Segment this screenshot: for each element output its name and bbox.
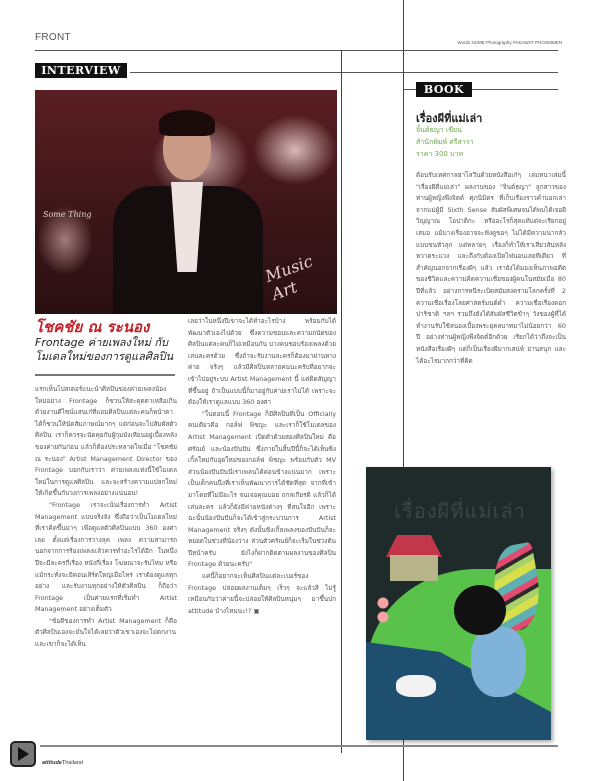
interview-headline: [35, 318, 175, 364]
interview-column-2: [188, 316, 336, 617]
footer-brand: [42, 760, 83, 766]
brand-bold: attitude: [42, 760, 62, 766]
paragraph: "Frontage เราจะเน้นเรื่องการทำ Artist Management แบบจริงจัง ซึ่งถือว่าเป็นโมเดลใหม่ที่เราคิดขึ้นมาๆ เพื่อดูแลตัวศิลปินแบบ 360 องศาเลย ตั้งแต่เรื่องการวางลุค เพลง ความสามารถ นอกจากการร้องเพลงแล้วควรทำอะไรได้อีก ในหนึ่งปีจะมีละครกี่เรื่อง หนังกี่เรื่อง โฆษณาจะรับไหม หรือแม้กระทั่งจะมีคอนเสิร์ตใหญ่เมื่อไหร่ เราต้องดูแลทุกอย่าง และรับงานทุกอย่างให้ตัวศิลปิน ก็ถือว่า Frontage เป็นค่ายแรกที่เริ่มทำ Artist Management อย่างเต็มตัว: [35, 500, 177, 614]
footer-rule: [40, 745, 558, 747]
interviewee-name: โชคชัย ณ ระนอง: [35, 318, 150, 336]
cover-house: [390, 555, 438, 581]
book-label: BOOK: [416, 82, 472, 97]
paragraph: แรกเห็นโปสเตอร์แนะนำศิลปินของค่ายเพลงน้องใหม่อย่าง Frontage ก็ชวนให้สะดุดตาเหลือเกิน ด้วยงานดีไซน์แสนเก๋ที่แถมศิลปินแต่ละคนก็หน้าตาได้ก็ชวนให้นัดสัมภาษณ์มากๆ แต่ก่อนจะไปสัมผัสตัวศิลปิน เราก็ควรจะนัดคุยกับผู้กุมบังเหียนอยู่เบื้องหลังของค่ายกันก่อน แล้วก็ต้องประหลาดใจเมื่อ "โชคชัย ณ ระนอง" Artist Management Director ของ Frontage บอกกับเราว่า ค่ายเพลงแห่งนี้ใช้โมเดลใหม่ในการดูแลศิลปิน และจะสร้างความแปลกใหม่ให้เกิดขึ้นกับวงการเพลงอย่างแน่นอน!: [35, 385, 177, 498]
graffiti-left: Some Thing: [43, 210, 92, 219]
paragraph: "ข้อดีของการทำ Artist Management ก็คือตัวศิลปินเองจะมั่นใจได้เลยว่าตัวเขาเองจะไม่ตกงาน และเขาก็จะได้เห็น: [35, 616, 177, 649]
paragraph: เลยว่าในหนึ่งปีเขาจะได้ทำอะไรบ้าง พร้อมกับได้พัฒนาตัวเองไปด้วย ซึ่งความชอบและความถนัดของศิลปินแต่ละคนก็ไม่เหมือนกัน บางคนชอบร้องเพลงด้วย เล่นละครด้วย ซึ่งถ้าจะรับงานละครก็ต้องมาผ่านทางค่าย จริงๆ แล้วมีศิลปินหลายคนนะครับที่อยากจะเข้าไปอยู่ระบบ Artist Management นี้ แต่ติดสัญญาที่ขึ้นอยู่ ถ้าเป็นแบบนี้ก็มาอยู่กับค่ายเราไม่ได้ เพราะจะต้องให้เราดูแลแบบ 360 องศา: [188, 317, 336, 407]
brand-light: Thailand: [61, 760, 83, 766]
header-rule: [35, 50, 558, 51]
paragraph: "ในตอนนี้ Frontage ก็มีศิลปินที่เป็น Officially คนเดียวคือ กอล์ฟ พิชญะ และเราก็ใช้โมเดลของ Artist Management เปิดตัวด้วยสองศิลปินใหม่ คือศรัณย์ และน้องปันปัน ซึ่งภายในสิ้นปีนี้ก็จะได้เห็นซิงเกิ้ลใหม่กับอุดใหม่ของกอล์ฟ พิชญะ พร้อมกับตัว MV ส่วนน้องปันปันนี่เราเพลนได้ค่อนข้างแน่นมาก เพราะเป็นเด็กคนนึงที่เราเห็นพัฒนาการได้ชัดที่สุด จากที่เข้ามาโดยที่ไม่มีอะไร จนเจอคุณบอย ถกลเกียรติ แล้วก็ได้เล่นละคร แล้วก็ยังมีค่ายหนังต่างๆ ที่สนใจอีก เพราะฉะนั้นน้องปันปันก็จะได้เข้าสู่กระบวนการ Artist Management จริงๆ ดังนั้นซิงเกิ้ลเพลงของปันปันก็จะหยอดในช่วงที่น้องว่าง ส่วนตัวศรัณย์ก็จะเริ่มในช่วงต้นปีหน้าครับ ยังไงก็ฝากติดตามผลงานของศิลปิน Frontage ด้วยนะครับ": [188, 409, 336, 569]
column-divider-left: [341, 50, 342, 753]
paragraph: แค่นี้ก็อยากจะเห็นศิลปินแต่ละเบอร์ของ Frontage ปล่อยผลงานเต็มๆ เร็วๆ จะแล้วสิ ไม่รู้เหมือนกันว่าค่ายนี้จะปล่อยให้ศิลปินหนุ่มๆ มาขึ้นปก attitude บ้างไหมนะ!? ▣: [188, 572, 336, 615]
book-author: จิ้นต์ธญา เขียน: [416, 126, 462, 134]
cover-girl-hair: [454, 585, 506, 635]
cover-girl-dress: [471, 627, 526, 697]
headline-underline: [35, 374, 175, 376]
book-title: เรื่องผีที่แม่เล่า: [416, 112, 483, 125]
graffiti-right: Music Art: [262, 251, 316, 304]
interview-rule: [130, 72, 558, 73]
photo-credits: Words NUME Photography PAKAWAT PHOOMMEN: [457, 40, 562, 45]
interview-subtitle: Frontage ค่ายเพลงใหม่ กับโมเดลใหม่ของการดูแลศิลปิน: [35, 336, 174, 363]
page-play-icon: [10, 741, 36, 767]
cover-title: เรื่องผีที่แม่เล่า: [394, 499, 526, 523]
interview-column-1: [35, 384, 177, 651]
book-publisher: สำนักพิมพ์ ศรีสารา: [416, 138, 474, 146]
cover-house-roof: [386, 535, 442, 557]
book-cover: [366, 467, 551, 740]
interview-label: INTERVIEW: [35, 63, 127, 78]
paragraph: ต้อนรับเทศกาลฮาโลวีนด้วยหนังสือเก๋ๆ เล่มหนาเล่มนี้ "เรื่องผีที่แม่เล่า" ผลงานของ "จินต์ธญา" ลูกสาวของท่านผู้หญิงพึงจิตต์ ศุภนิมิตร ที่เก็บเรื่องราวคำบอกเล่าจากแม่ผู้มี Sixth Sense สัมผัสพิเศษจนได้พบได้เจอผี วิญญาณ โอปาติกะ หรืออะไรก็สุดแท้แต่จะเรียกอยู่เสมอ แม้บางเรื่องอาจจะฟังดูขอๆ ไม่ได้มีความน่ากลัวแบบขนหัวลุก แต่หลายๆ เรื่องก็ทำให้เราเสียวสันหลัง หวาดระแวง และถึงกับต้องเปิดไฟนอนเลยทีเดียว ที่สำคัญนอกจากเรื่องผีๆ แล้ว เรายังได้มองเห็นภาพอดีตของชีวิตและความคิดความเชื่อของผู้คนในสมัยเมื่อ 80 ปีที่แล้ว อย่างการหนีระเบิดสมัยสงครามโลกครั้งที่ 2 ความเชื่อเรื่องโลยศาสตร์มนต์ดำ ความเชื่อเรื่องดอกปาริชาติ ฯลฯ รวมถึงยังได้สัมผัสชีวิตข้าๆ วังของผู้ที่ได้ทำงานรับใช้สนองเบื้องพระยุคลบาทมาไม่น้อยกว่า 60 ปี อย่างท่านผู้หญิงพึงจิตต์อีกด้วย เรียกได้ว่าถึงจะเป็นหนังสือเรื่องผีๆ แต่ก็เป็นเรื่องผีมากเสน่ห์ อ่านสนุก และได้อะไรมากกว่าที่คิด: [416, 171, 566, 365]
book-meta: [416, 124, 473, 160]
cover-cat: [396, 675, 436, 697]
cover-flower: [374, 595, 392, 635]
person-hair: [159, 110, 215, 136]
section-name: FRONT: [35, 32, 71, 43]
interview-photo: [35, 90, 337, 314]
book-price: ราคา 300 บาท: [416, 150, 464, 158]
book-review: [416, 170, 566, 367]
